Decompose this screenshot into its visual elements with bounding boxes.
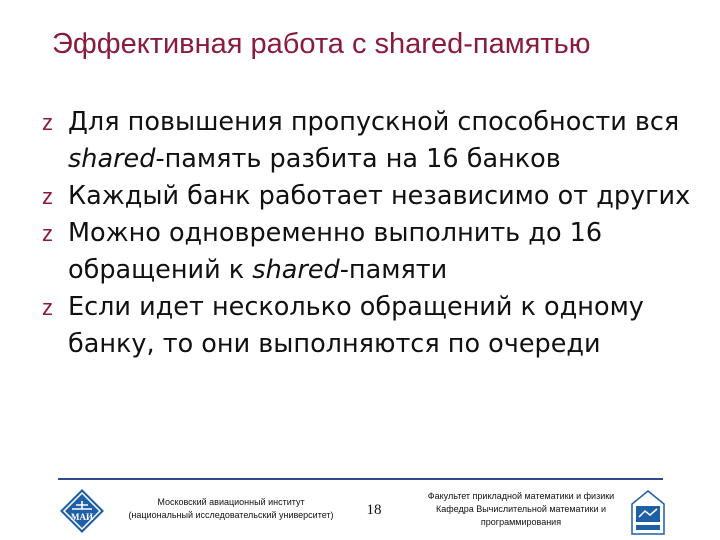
bullet-text <box>68 104 702 178</box>
university-line: Московский авиационный институт <box>157 497 305 507</box>
bullet-item <box>42 215 702 289</box>
bullet-marker: z <box>42 184 53 209</box>
faculty-line: Факультет прикладной математики и физики <box>427 491 615 501</box>
faculty-name <box>404 490 638 529</box>
faculty-line: Кафедра Вычислительной математики и <box>435 504 607 514</box>
page-number: 18 <box>366 502 382 518</box>
bullet-text-part: -памяти <box>339 255 448 285</box>
bullet-text-italic: shared <box>252 255 340 285</box>
bullet-text-part: Для повышения пропускной способности вся <box>68 107 680 137</box>
bullet-text-part: Каждый банк работает независимо от других <box>68 181 691 211</box>
bullet-text-part: -память разбита на 16 банков <box>155 144 561 174</box>
bullet-text <box>68 178 702 215</box>
mai-logo-text: МАИ <box>71 512 93 522</box>
university-name <box>110 496 352 522</box>
bullet-text-part: Можно одновременно выполнить до 16 обращений к <box>68 218 603 285</box>
bullet-marker: z <box>42 221 53 246</box>
bullet-text-part: Если идет несколько обращений к одному банку, то они выполняются по очереди <box>68 292 644 359</box>
faculty-logo <box>631 490 665 536</box>
bullet-list <box>42 104 702 363</box>
university-line: (национальный исследовательский университет) <box>128 510 334 520</box>
slide-title: Эффективная работа с shared-памятью <box>52 28 591 60</box>
bullet-item <box>42 289 702 363</box>
bullet-item <box>42 178 702 215</box>
faculty-line: программирования <box>480 517 562 527</box>
bullet-marker: z <box>42 110 53 135</box>
bullet-text-italic: shared <box>68 144 156 174</box>
bullet-marker: z <box>42 295 53 320</box>
bullet-text <box>68 215 702 289</box>
footer-divider <box>58 478 663 480</box>
bullet-item <box>42 104 702 178</box>
bullet-text <box>68 289 702 363</box>
mai-university-logo <box>58 487 106 535</box>
